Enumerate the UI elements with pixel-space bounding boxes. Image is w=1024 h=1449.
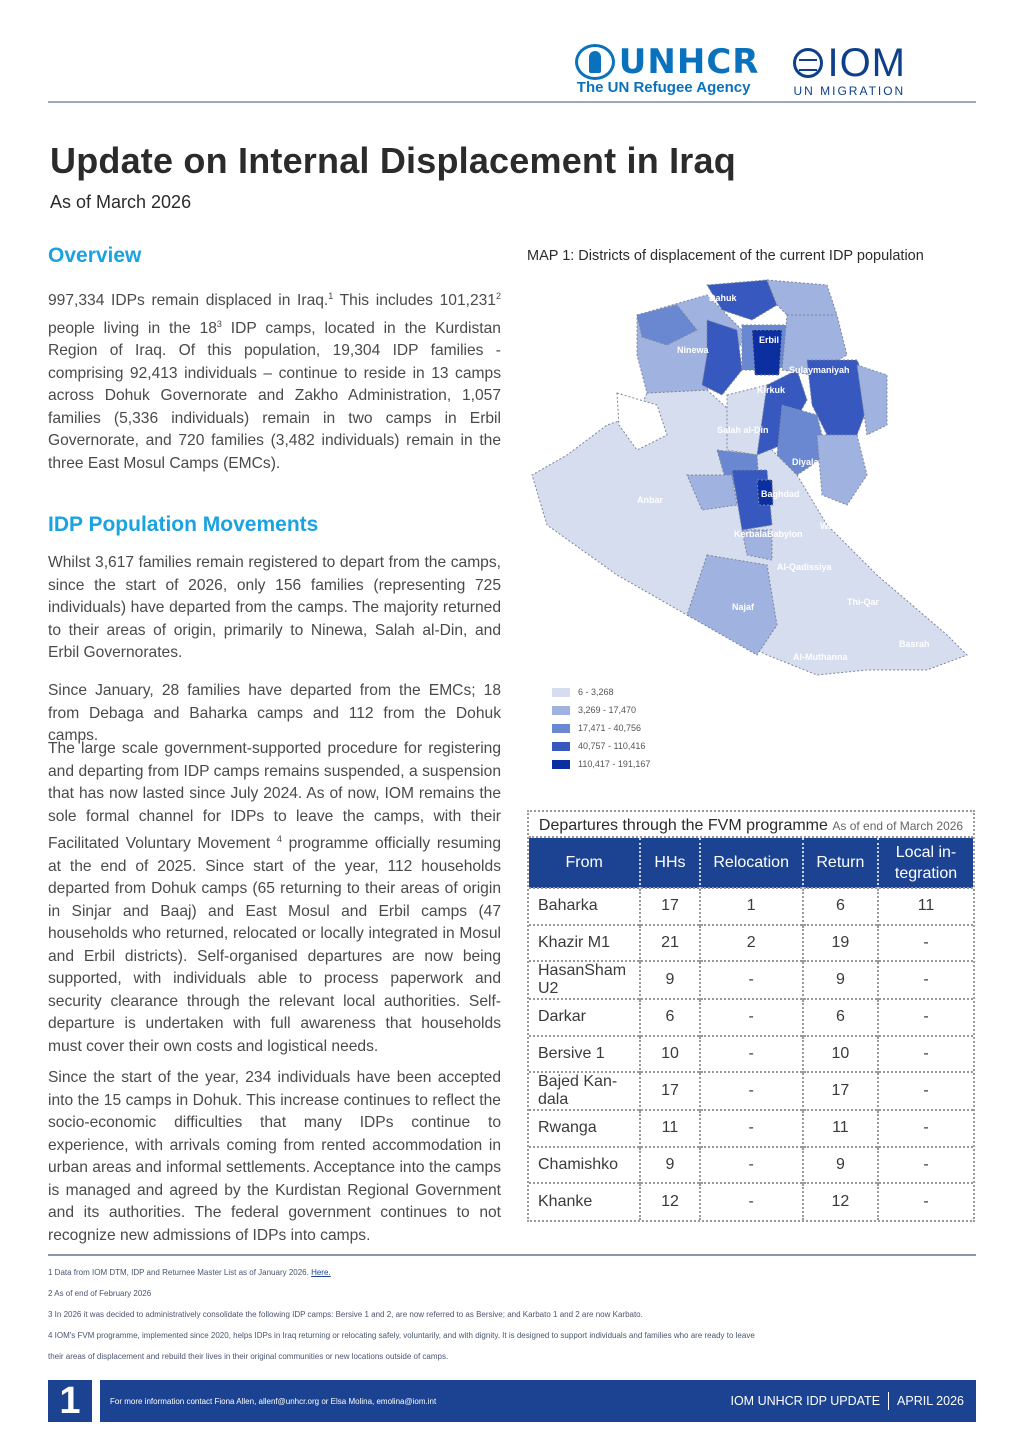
legend-swatch (552, 760, 570, 769)
footnote-1-link[interactable]: Here. (311, 1268, 331, 1277)
col-header-return: Return (803, 838, 878, 888)
footnote-ref-1[interactable]: 1 (328, 291, 334, 301)
legend-swatch (552, 724, 570, 733)
map-label-salah-al-din: Salah al-Din (717, 425, 769, 435)
movements-heading: IDP Population Movements (48, 513, 319, 536)
map-label-basrah: Basrah (899, 639, 930, 649)
iom-logo (793, 41, 906, 98)
iraq-district-map (527, 275, 977, 685)
map-title: MAP 1: Districts of displacement of the current IDP population (527, 248, 924, 264)
table-row: Khazir M1 21 2 19 - (529, 925, 973, 962)
legend-item: 3,269 - 17,470 (552, 701, 650, 719)
footer-publication: IOM UNHCR IDP UPDATE (730, 1394, 881, 1408)
footnote-2: 2 As of end of February 2026 (48, 1289, 152, 1298)
table-row: Chamishko 9 - 9 - (529, 1147, 973, 1184)
table-row: Khanke 12 - 12 - (529, 1183, 973, 1220)
header-divider (48, 101, 976, 103)
iom-globe-icon (793, 48, 823, 78)
col-header-from: From (529, 838, 640, 888)
map-graphic (527, 275, 977, 685)
table-row: Bersive 1 10 - 10 - (529, 1036, 973, 1073)
table-row: Bajed Kan-dala 17 - 17 - (529, 1072, 973, 1110)
legend-item: 110,417 - 191,167 (552, 755, 650, 773)
col-header-hhs: HHs (640, 838, 699, 888)
footnote-4: 4 IOM's FVM programme, implemented since 2020, helps IDPs in Iraq returning or relocating safely, voluntarily, and with dignity. It is designed to support individuals and families who are ready to leave (48, 1331, 755, 1340)
footer-bar (100, 1380, 976, 1422)
overview-paragraph: 997,334 IDPs remain displaced in Iraq.$^1$ This includes 101,231$^2$ people living in the $18^3$ IDP camps, located in the Kurdistan Region of Iraq. Of this population, 19,304 IDP families - comprising 92,413 individuals – continue to reside in 13 camps across Dohuk Governorate and Zakho Administration, 1,057 families (5,336 individuals) remain in two camps in Erbil Governorate, and 720 families (3,482 individuals) remain in the three East Mosul Camps (EMCs). (48, 291, 501, 472)
footnote-ref-2[interactable]: 2 (495, 291, 501, 301)
legend-swatch (552, 742, 570, 751)
table-row: Rwanga 11 - 11 - (529, 1110, 973, 1147)
table-row: Darkar 6 - 6 - (529, 999, 973, 1036)
table-row: Baharka 17 1 6 11 (529, 888, 973, 925)
footnote-4-continued: their areas of displacement and rebuild their lives in their original communities or new locations outside of camps. (48, 1352, 449, 1361)
legend-item: 40,757 - 110,416 (552, 737, 650, 755)
map-label-diyala: Diyala (792, 457, 819, 467)
movements-paragraph-3: The large scale government-supported procedure for registering and departing from IDP camps remains suspended, a suspension that has now lasted since July 2024. As of now, IOM remains the sole formal channel for IDPs to leave the camps, with their Facilitated Voluntary Movement $^4$ programme officially resuming at the end of 2025. Since start of the year, 112 households departed from Dohuk camps (65 returning to their areas of origin in Sinjar and Baaj) and East Mosul and Erbil camps (47 households who returned, relocated or locally integrated in Mosul and Erbil districts). Self-organised departures are now being supported, with individuals able to process paperwork and security clearance through the relevant local authorities. Self-departure is undertaken with full awareness that households must cover their own costs and logistical needs. (48, 740, 501, 1055)
unhcr-wordmark: UNHCR (618, 42, 760, 82)
map-label-thi-qar: Thi-Qar (847, 597, 880, 607)
map-label-al-qadissiya: Al-Qadissiya (777, 562, 832, 572)
map-label-sulaymaniyah: Sulaymaniyah (789, 365, 850, 375)
legend-item: 6 - 3,268 (552, 683, 650, 701)
footnote-ref-3[interactable]: 3 (216, 318, 222, 329)
footnote-3: 3 In 2026 it was decided to administratively consolidate the following IDP camps: Bersive 1 and 2, are now referred to as Bersive; and Karbato 1 and 2 are now Karbato. (48, 1310, 643, 1319)
footer-separator (888, 1392, 889, 1410)
footnotes (48, 1266, 976, 1371)
header-logos (575, 41, 906, 98)
footnote-divider (48, 1254, 976, 1256)
map-label-baghdad: Baghdad (761, 489, 800, 499)
page-number: 1 (48, 1380, 92, 1422)
map-label-anbar: Anbar (637, 495, 664, 505)
map-label-ninewa: Ninewa (677, 345, 709, 355)
movements-paragraph-4: Since the start of the year, 234 individuals have been accepted into the 15 camps in Dohuk. This increase continues to reflect the socio-economic difficulties that many IDPs continue to experience, with arrivals coming from rented accommodation in urban areas and informal settlements. Acceptance into the camps is managed and agreed by the Kurdistan Regional Government and its authorities. The federal government continues to not recognize new admissions of IDPs into camps. (48, 1069, 501, 1244)
footnote-1: 1 Data from IOM DTM, IDP and Returnee Master List as of January 2026. Here. (48, 1268, 331, 1277)
legend-item: 17,471 - 40,756 (552, 719, 650, 737)
unhcr-emblem-icon (575, 44, 615, 80)
overview-heading: Overview (48, 244, 142, 267)
table-caption: Departures through the FVM programme As of end of March 2026 (529, 812, 973, 838)
map-legend (552, 683, 650, 773)
unhcr-logo (575, 44, 760, 96)
table-row: HasanSham U2 9 - 9 - (529, 961, 973, 999)
footer-date: APRIL 2026 (897, 1394, 964, 1408)
legend-swatch (552, 688, 570, 697)
page-subtitle: As of March 2026 (50, 192, 192, 212)
map-label-erbil: Erbil (759, 335, 780, 345)
col-header-relocation: Relocation (700, 838, 803, 888)
map-label-dahuk: Dahuk (709, 293, 737, 303)
map-label-wassit: Wassit (820, 521, 849, 531)
table-header-row (529, 838, 973, 888)
map-label-kerbala: Kerbala (734, 529, 768, 539)
iom-wordmark: IOM (827, 41, 906, 85)
map-label-kirkuk: Kirkuk (757, 385, 786, 395)
map-label-al-muthanna: Al-Muthanna (793, 652, 848, 662)
footnote-ref-4[interactable]: 4 (276, 834, 282, 844)
movements-paragraph-2: Since January, 28 families have departed from the EMCs; 18 from Debaga and Baharka camps and 112 from the Dohuk camps. (48, 682, 501, 744)
col-header-local-integration: Local in-tegration (878, 838, 973, 888)
map-label-missan: Missan (879, 562, 910, 572)
movements-paragraph-1: Whilst 3,617 families remain registered to depart from the camps, since the start of 2026, only 156 families (representing 725 individuals) have departed from the camps. The majority returned to their areas of origin, primarily to Ninewa, Salah al-Din, and Erbil Governorates. (48, 554, 501, 661)
unhcr-tagline: The UN Refugee Agency (576, 79, 751, 96)
legend-swatch (552, 706, 570, 715)
iom-tagline: UN MIGRATION (793, 84, 906, 98)
page-title: Update on Internal Displacement in Iraq (50, 140, 736, 181)
map-label-najaf: Najaf (732, 602, 755, 612)
fvm-departures-table (527, 810, 975, 1222)
footer-contact: For more information contact Fiona Allen, allenf@unhcr.org or Elsa Molina, emolina@iom.int (110, 1396, 437, 1406)
map-label-babylon: Babylon (767, 529, 803, 539)
